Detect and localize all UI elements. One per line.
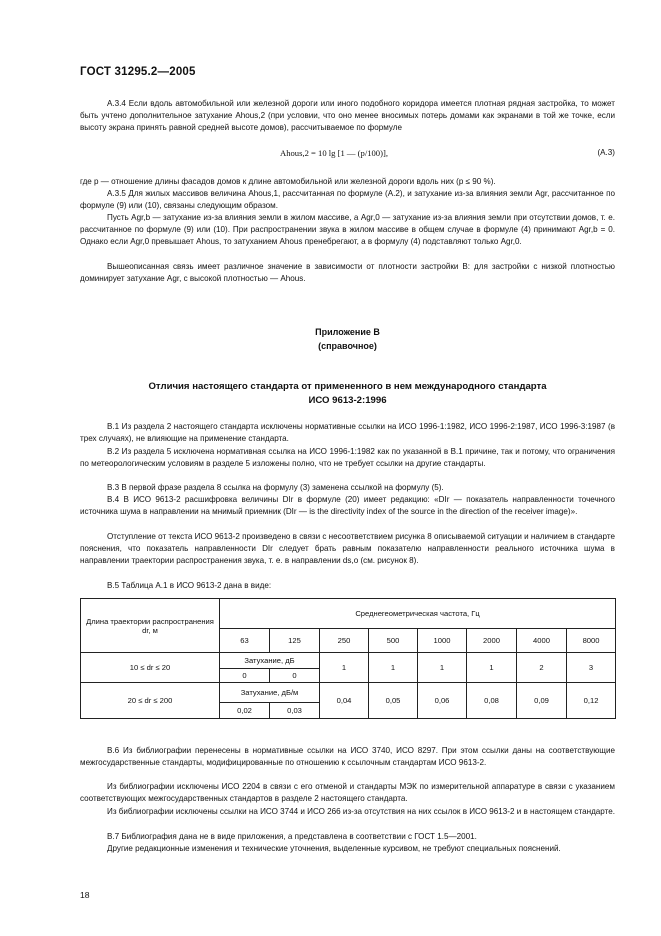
freq-8000: 8000 [567, 629, 616, 653]
paragraph-a35: А.3.5 Для жилых массивов величина Ahous,1, рассчитанная по формуле (А.2), и затухание из-за влияния земли Agr, рассчитанное по формуле (9) или (10), связаны следующим образом. [80, 189, 615, 211]
paragraph-above: Вышеописанная связь имеет различное значение в зависимости от плотности застройки B: для застройки с низкой плотностью доминирует затухание Agr, с высокой плотностью — Ahous. [80, 262, 615, 284]
row1-val-1000: 1 [418, 653, 467, 683]
freq-250: 250 [320, 629, 369, 653]
page-number: 18 [80, 890, 90, 900]
row2-val-4000: 0,09 [517, 683, 567, 719]
row1-val-2000: 1 [467, 653, 517, 683]
row1-unit: Затухание, дБ [220, 653, 320, 669]
paragraph-b6-2: Из библиографии исключены ИСО 2204 в связи с его отменой и стандарты МЭК по измерительной аппаратуре в связи с указанием соответствующих межгосударственных стандартов в разделе 2 настоящего стандарта. [80, 782, 615, 804]
paragraph-b2: В.2 Из раздела 5 исключена нормативная ссылка на ИСО 1996-1:1982 как по указанной в В.1 причине, так и потому, что ограничения по метеорологическим условиям в разделе 5 изложены полно, что не требует ссылки на другие стандарты. [80, 447, 615, 469]
row2-unit: Затухание, дБ/м [220, 683, 320, 703]
freq-1000: 1000 [418, 629, 467, 653]
table-header-length: Длина траектории распространения dr, м [81, 599, 220, 653]
row2-val-8000: 0,12 [567, 683, 616, 719]
row1-val-250: 1 [320, 653, 369, 683]
row2-val-250: 0,04 [320, 683, 369, 719]
paragraph-b7: В.7 Библиография дана не в виде приложения, а представлена в соответствии с ГОСТ 1.5—2001. [107, 832, 477, 841]
appendix-subtitle: (справочное) [318, 341, 377, 351]
row1-val-125: 0 [270, 669, 320, 683]
formula-a3-number: (А.3) [597, 148, 615, 157]
freq-4000: 4000 [517, 629, 567, 653]
row1-val-500: 1 [369, 653, 418, 683]
paragraph-b4: В.4 В ИСО 9613-2 расшифровка величины DIr в формуле (20) имеет редакцию: «DIr — показатель направленности точечного источника шума в направлении на мнимый приемник (DIr — is the directivity index of the source in the direction of the receiver image)». [80, 495, 615, 517]
row2-val-63: 0,02 [220, 703, 270, 719]
row1-val-63: 0 [220, 669, 270, 683]
table-header-frequency: Среднегеометрическая частота, Гц [220, 599, 616, 629]
row2-val-1000: 0,06 [418, 683, 467, 719]
appendix-title: Приложение В [315, 327, 380, 337]
freq-63: 63 [220, 629, 270, 653]
row1-val-4000: 2 [517, 653, 567, 683]
paragraph-let: Пусть Agr,b — затухание из-за влияния земли в жилом массиве, а Agr,0 — затухание из-за влияния земли при отсутствии домов, т. е. рассчитанное по формуле (9) или (10). При распространении звука в жилом массиве в общем случае в формуле (4) принимают Agr,b = 0. Однако если Agr,0 превышает Ahous, то затуханием Ahous пренебрегают, а в формулу (4) подставляют только Agr,0. [80, 213, 615, 247]
section-title-line1: Отличия настоящего стандарта от примененного в нем международного стандарта [148, 381, 547, 392]
row2-val-2000: 0,08 [467, 683, 517, 719]
section-title-line2: ИСО 9613-2:1996 [308, 395, 387, 406]
formula-a3-expression: Ahous,2 = 10 lg [1 — (p/100)], [280, 148, 388, 158]
where-p-definition: где p — отношение длины фасадов домов к длине автомобильной или железной дороги вдоль них (p ≤ 90 %). [80, 177, 496, 186]
paragraph-b7-2: Другие редакционные изменения и технические уточнения, выделенные курсивом, не требуют специальных пояснений. [107, 844, 561, 853]
row2-length: 20 ≤ dr ≤ 200 [81, 683, 220, 719]
paragraph-a34-text: А.3.4 Если вдоль автомобильной или железной дороги или иного подобного коридора имеется плотная рядная застройка, то может быть учтено дополнительное затухание Ahous,2 (при условии, что оно менее вносимых потерь домами как экранами в той же точке, если высоту экрана принять равной средней высоте домов), рассчитываемое по формуле [80, 99, 615, 133]
row1-val-8000: 3 [567, 653, 616, 683]
paragraph-b6-3: Из библиографии исключены ссылки на ИСО 3744 и ИСО 266 из-за отсутствия на них ссылок в ИСО 9613-2 и в настоящем стандарте. [107, 807, 615, 816]
row2-val-125: 0,03 [270, 703, 320, 719]
freq-2000: 2000 [467, 629, 517, 653]
freq-500: 500 [369, 629, 418, 653]
paragraph-deviation: Отступление от текста ИСО 9613-2 произведено в связи с несоответствием рисунка 8 описываемой ситуации и наличием в стандарте пояснения, что показатель направленности DIr следует брать равным показателю направленности реального источника шума в направлении траектории распространения звука, т. е. в направлении ds,o (см. рисунок 8). [80, 532, 615, 566]
page-header: ГОСТ 31295.2—2005 [80, 66, 196, 78]
paragraph-b5: В.5 Таблица А.1 в ИСО 9613-2 дана в виде: [107, 581, 272, 590]
row2-val-500: 0,05 [369, 683, 418, 719]
row1-length: 10 ≤ dr ≤ 20 [81, 653, 220, 683]
paragraph-b1: В.1 Из раздела 2 настоящего стандарта исключены нормативные ссылки на ИСО 1996-1:1982, ИСО 1996-2:1987, ИСО 1996-3:1987 (в трех случаях), не влияющие на применение стандарта. [80, 422, 615, 444]
attenuation-table [80, 598, 616, 719]
freq-125: 125 [270, 629, 320, 653]
paragraph-b6: В.6 Из библиографии перенесены в нормативные ссылки на ИСО 3740, ИСО 8297. При этом ссылки даны на соответствующие межгосударственные стандарты, модифицированные по отношению к ссылочным стандартам ИСО 9613-2. [80, 746, 615, 768]
paragraph-a34 [80, 98, 615, 135]
paragraph-b3: В.3 В первой фразе раздела 8 ссылка на формулу (3) заменена ссылкой на формулу (5). [107, 483, 444, 492]
